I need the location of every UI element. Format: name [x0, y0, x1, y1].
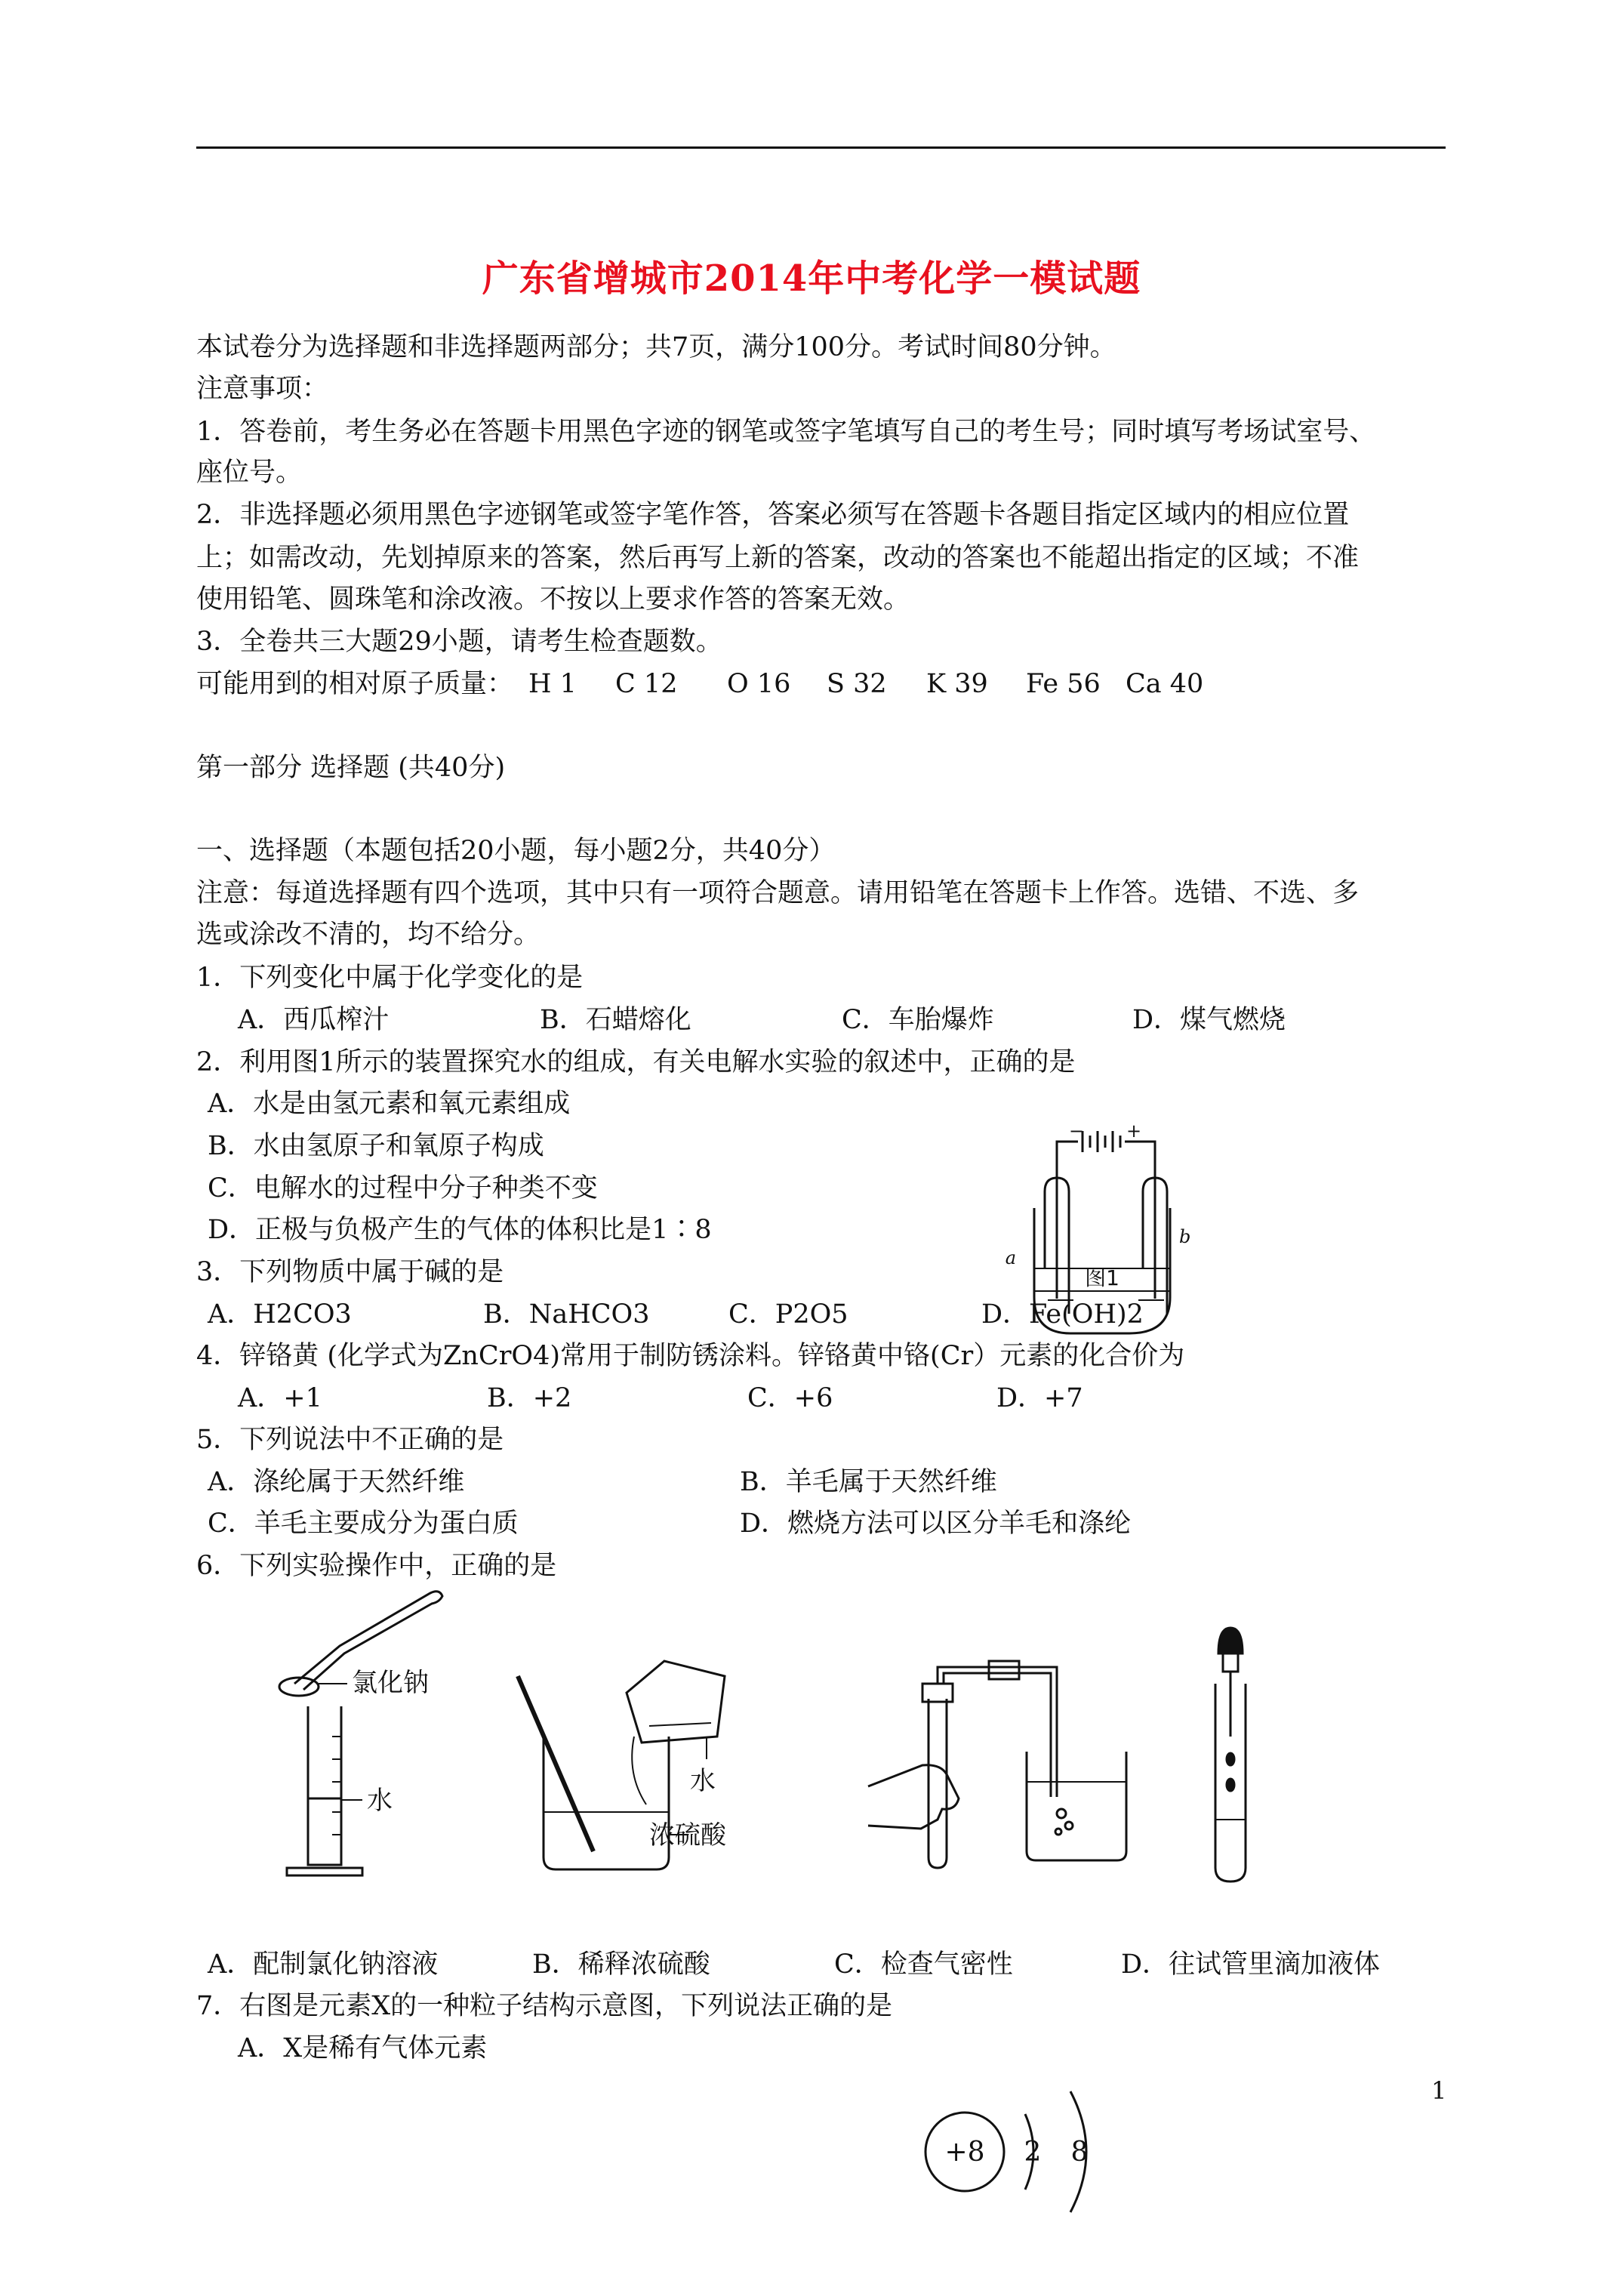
section-note-b: 选或涂改不清的，均不给分。: [196, 920, 540, 950]
q1-option-a: A．西瓜榨汁: [238, 1005, 390, 1035]
question-6: 6．下列实验操作中，正确的是: [196, 1551, 557, 1581]
glass-rod: [518, 1676, 593, 1851]
figure-b-dilution: [513, 1653, 770, 1888]
q6-option-c: C．检查气密性: [834, 1949, 1013, 1980]
q3-option-a: A．H2CO3: [208, 1299, 352, 1330]
shell-2-electrons: 8: [1070, 2137, 1089, 2168]
label-sodium-chloride: 氯化钠: [352, 1668, 429, 1698]
q5-option-a: A．涤纶属于天然纤维: [208, 1467, 465, 1497]
q2-option-b: B．水由氢原子和氧原子构成: [208, 1131, 544, 1161]
label-water-b: 水: [690, 1766, 716, 1796]
q7-option-a: A．X是稀有气体元素: [238, 2033, 488, 2063]
page-title: 广东省增城市2014年中考化学一模试题: [482, 257, 1141, 300]
notice-title: 注意事项：: [196, 374, 329, 404]
notice-1a: 1．答卷前，考生务必在答题卡用黑色字迹的钢笔或签字笔填写自己的考生号；同时填写考场试室号、: [196, 417, 1376, 447]
figure-c-airtight: [868, 1653, 1155, 1880]
intro-line: 本试卷分为选择题和非选择题两部分；共7页，满分100分。考试时间80分钟。: [196, 332, 1116, 362]
question-7: 7．右图是元素X的一种粒子结构示意图，下列说法正确的是: [196, 1991, 893, 2021]
electrode-a-label: a: [1005, 1247, 1016, 1268]
mass-item: Ca 40: [1126, 669, 1204, 699]
question-4: 4．锌铬黄 (化学式为ZnCrO4)常用于制防锈涂料。锌铬黄中铬(Cr）元素的化合价为: [196, 1341, 1185, 1371]
q2-option-c: C．电解水的过程中分子种类不变: [208, 1173, 598, 1203]
mass-item: C 12: [615, 669, 678, 699]
atom-structure-diagram: [921, 2061, 1147, 2235]
notice-3: 3．全卷共三大题29小题，请考生检查题数。: [196, 627, 722, 657]
question-5: 5．下列说法中不正确的是: [196, 1425, 504, 1455]
q1-option-c: C．车胎爆炸: [842, 1005, 994, 1035]
mass-item: H 1: [528, 669, 577, 699]
page-number: 1: [1431, 2076, 1447, 2105]
q6-option-b: B．稀释浓硫酸: [532, 1949, 710, 1980]
pouring-beaker: [627, 1661, 725, 1743]
figure-a-cylinder: [272, 1586, 513, 1888]
q6-option-a: A．配制氯化钠溶液: [208, 1949, 439, 1980]
section-heading: 一、选择题（本题包括20小题，每小题2分，共40分）: [196, 836, 836, 866]
q5-option-b: B．羊毛属于天然纤维: [740, 1467, 997, 1497]
question-3: 3．下列物质中属于碱的是: [196, 1257, 504, 1287]
shell-1-electrons: 2: [1024, 2137, 1042, 2168]
mass-item: K 39: [926, 669, 988, 699]
atomic-mass-line: [196, 667, 1203, 701]
beaker-c: [1027, 1752, 1126, 1860]
rubber-bulb: [1218, 1628, 1243, 1653]
q3-option-d: D．Fe(OH)2: [981, 1299, 1144, 1330]
question-2: 2．利用图1所示的装置探究水的组成，有关电解水实验的叙述中，正确的是: [196, 1047, 1076, 1077]
atomic-mass-label: 可能用到的相对原子质量：: [196, 669, 514, 699]
q5-option-c: C．羊毛主要成分为蛋白质: [208, 1509, 519, 1539]
q1-option-b: B．石蜡熔化: [540, 1005, 691, 1035]
q2-option-a: A．水是由氢元素和氧元素组成: [208, 1089, 571, 1119]
q1-option-d: D．煤气燃烧: [1132, 1005, 1286, 1035]
q4-option-d: D．+7: [996, 1383, 1083, 1413]
q3-option-c: C．P2O5: [728, 1299, 848, 1330]
mass-item: Fe 56: [1026, 669, 1101, 699]
mass-item: O 16: [727, 669, 791, 699]
q4-option-c: C．+6: [747, 1383, 833, 1413]
part-heading: 第一部分 选择题 (共40分): [196, 753, 506, 783]
electrode-b-label: b: [1179, 1226, 1191, 1247]
q6-option-d: D．往试管里滴加液体: [1121, 1949, 1381, 1980]
hand: [868, 1765, 959, 1829]
figure-d-dropper: [1185, 1623, 1276, 1888]
nucleus-charge: +8: [944, 2137, 985, 2168]
q4-option-a: A．+1: [238, 1383, 322, 1413]
q2-option-d: D．正极与负极产生的气体的体积比是1∶8: [208, 1215, 712, 1245]
minus-sign: −: [1069, 1120, 1085, 1142]
plus-sign: +: [1126, 1120, 1142, 1142]
notice-2a: 2．非选择题必须用黑色字迹钢笔或签字笔作答，答案必须写在答题卡各题目指定区域内的相应位置: [196, 500, 1350, 530]
notice-2b: 上；如需改动，先划掉原来的答案，然后再写上新的答案，改动的答案也不能超出指定的区域；不准: [196, 543, 1360, 573]
q3-option-b: B．NaHCO3: [483, 1299, 650, 1330]
notice-1b: 座位号。: [196, 458, 303, 488]
question-1: 1．下列变化中属于化学变化的是: [196, 963, 584, 993]
notice-2c: 使用铅笔、圆珠笔和涂改液。不按以上要求作答的答案无效。: [196, 584, 910, 615]
label-water-a: 水: [367, 1786, 393, 1816]
section-note-a: 注意：每道选择题有四个选项，其中只有一项符合题意。请用铅笔在答题卡上作答。选错、不选、多: [196, 878, 1360, 908]
q5-option-d: D．燃烧方法可以区分羊毛和涤纶: [740, 1509, 1132, 1539]
header-rule: [196, 146, 1446, 149]
q4-option-b: B．+2: [487, 1383, 572, 1413]
mass-item: S 32: [827, 669, 887, 699]
test-tube-c: [929, 1699, 947, 1868]
label-concentrated-acid: 浓硫酸: [649, 1820, 726, 1851]
figure-1-label: 图1: [1085, 1265, 1119, 1290]
